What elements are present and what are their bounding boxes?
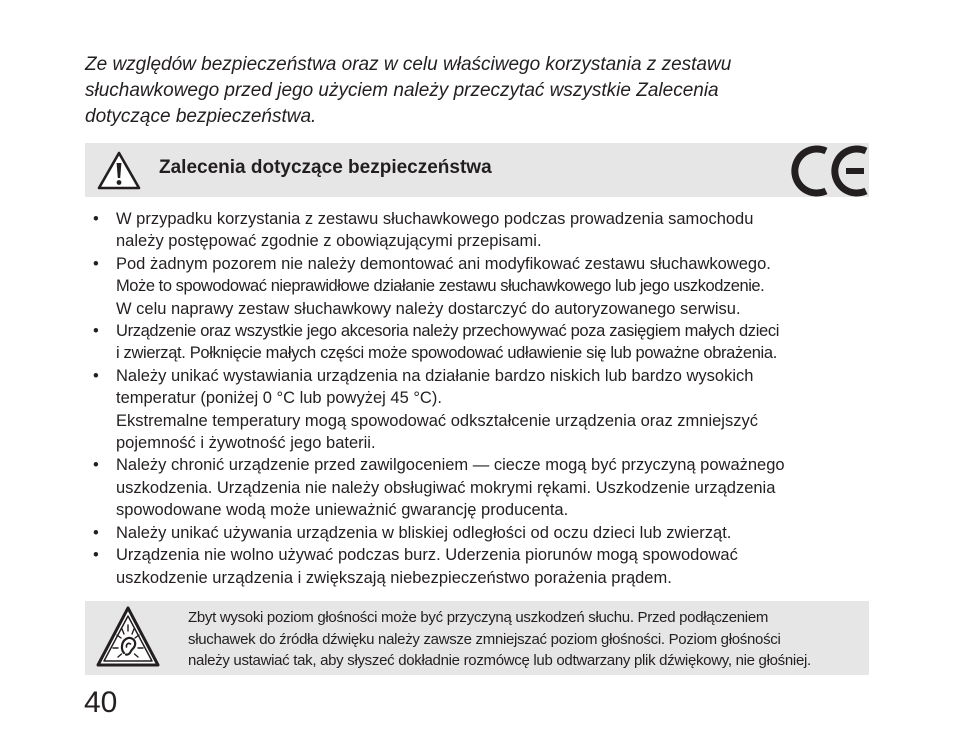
list-item <box>93 522 883 544</box>
list-item-line: Pod żadnym pozorem nie należy demontować ani modyfikować zestawu słuchawkowego. <box>116 254 771 273</box>
list-item <box>93 208 883 253</box>
hearing-damage-icon <box>95 605 161 671</box>
hearing-warning-notice <box>85 601 869 675</box>
bullet-icon: • <box>93 546 99 565</box>
section-title: Zalecenia dotyczące bezpieczeństwa <box>159 157 492 178</box>
bullet-icon: • <box>93 456 99 475</box>
notice-line: należy ustawiać tak, aby słyszeć dokładnie rozmówcę lub odtwarzany plik dźwiękowy, nie głośniej. <box>188 652 811 669</box>
list-item-line: spowodowane wodą może unieważnić gwarancję producenta. <box>116 501 569 520</box>
notice-line: słuchawek do źródła dźwięku należy zawsze zmniejszać poziom głośności. Poziom głośności <box>188 630 781 648</box>
notice-line: Zbyt wysoki poziom głośności może być przyczyną uszkodzeń słuchu. Przed podłączeniem <box>188 609 769 626</box>
intro-line: słuchawkowego przed jego użyciem należy przeczytać wszystkie Zalecenia <box>85 80 719 101</box>
safety-recommendations-list <box>93 208 883 589</box>
warning-triangle-icon <box>97 151 141 191</box>
list-item-line: Może to spowodować nieprawidłowe działanie zestawu słuchawkowego lub jego uszkodzenie. <box>116 277 765 296</box>
bullet-icon: • <box>93 254 99 273</box>
hearing-warning-text <box>188 607 811 672</box>
list-item-line: należy postępować zgodnie z obowiązującymi przepisami. <box>116 232 542 251</box>
list-item-line: uszkodzenie urządzenia i zwiększają niebezpieczeństwo porażenia prądem. <box>116 568 672 587</box>
list-item-line: pojemność i żywotność jego baterii. <box>116 434 376 453</box>
list-item-line: Ekstremalne temperatury mogą spowodować odkształcenie urządzenia oraz zmniejszyć <box>116 411 758 430</box>
list-item <box>93 253 883 320</box>
intro-line: Ze względów bezpieczeństwa oraz w celu właściwego korzystania z zestawu <box>85 54 732 75</box>
list-item-line: temperatur (poniżej 0 °C lub powyżej 45 °C). <box>116 389 442 408</box>
list-item <box>93 320 883 365</box>
intro-paragraph <box>85 52 875 130</box>
ce-mark-icon <box>790 143 870 199</box>
list-item-line: i zwierząt. Połknięcie małych części może spowodować udławienie się lub poważne obrażenia. <box>116 344 777 363</box>
list-item-line: uszkodzenia. Urządzenia nie należy obsługiwać mokrymi rękami. Uszkodzenie urządzenia <box>116 478 776 497</box>
list-item <box>93 454 883 521</box>
list-item <box>93 544 883 589</box>
bullet-icon: • <box>93 366 99 385</box>
list-item-line: Urządzenie oraz wszystkie jego akcesoria należy przechowywać poza zasięgiem małych dzieci <box>116 322 780 341</box>
list-item-line: W celu naprawy zestaw słuchawkowy należy dostarczyć do autoryzowanego serwisu. <box>116 299 741 318</box>
intro-line: dotyczące bezpieczeństwa. <box>85 106 317 127</box>
list-item <box>93 365 883 455</box>
bullet-icon: • <box>93 523 99 542</box>
list-item-line: Urządzenia nie wolno używać podczas burz. Uderzenia piorunów mogą spowodować <box>116 546 738 565</box>
safety-section-header <box>85 143 869 197</box>
list-item-line: Należy unikać wystawiania urządzenia na działanie bardzo niskich lub bardzo wysokich <box>116 366 754 385</box>
page-number: 40 <box>84 686 118 719</box>
bullet-icon: • <box>93 210 99 228</box>
bullet-icon: • <box>93 322 99 341</box>
list-item-line: Należy unikać używania urządzenia w bliskiej odległości od oczu dzieci lub zwierząt. <box>116 523 732 542</box>
list-item-line: W przypadku korzystania z zestawu słuchawkowego podczas prowadzenia samochodu <box>116 210 754 228</box>
list-item-line: Należy chronić urządzenie przed zawilgoceniem — ciecze mogą być przyczyną poważnego <box>116 456 785 475</box>
